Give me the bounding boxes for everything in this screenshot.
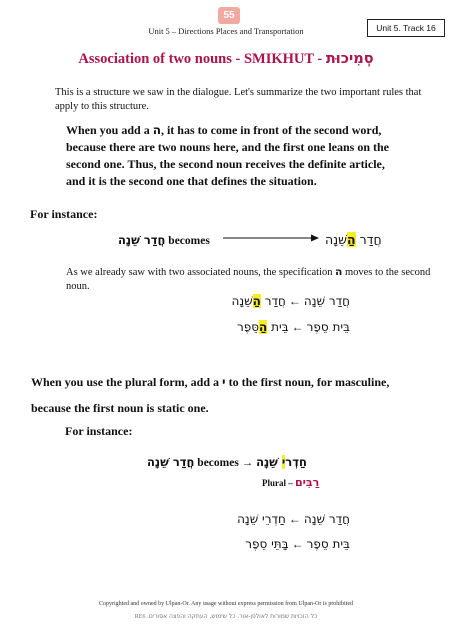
- result-first-word: חֲדַר: [355, 232, 382, 247]
- result-second-word: שֵּׁנָה: [325, 232, 348, 247]
- highlight-article: הַ: [347, 232, 356, 247]
- title-english: Association of two nouns - SMIKHUT -: [78, 51, 323, 67]
- example2-becomes: becomes: [197, 457, 239, 469]
- example1-becomes: becomes: [168, 235, 210, 247]
- page-title: [0, 51, 452, 68]
- rule1-letter: ה: [152, 123, 161, 137]
- page-number: 55: [218, 7, 240, 24]
- plural-example-row-2: [245, 537, 350, 552]
- rule1-text-after: , it has to come in front of the second word, because there are two nouns here, and the first one leans on the second one. Thus, the second noun receives the definite article, and it is the second one that defines the situation.: [66, 123, 389, 188]
- highlight-article: הַ: [252, 294, 261, 308]
- prow1-arrow: ←: [288, 512, 301, 526]
- highlight-yod: י: [281, 455, 286, 469]
- plural-dash: –: [288, 478, 293, 488]
- footer-code: RE6: [134, 614, 146, 620]
- row1-second: שֵּׁנָה: [231, 294, 253, 308]
- para2-text-after: moves to the second noun.: [66, 267, 431, 292]
- specification-paragraph: [66, 265, 436, 294]
- rule-plural: [31, 369, 426, 421]
- prow1-left: חֲדַר שֵׁנָה: [303, 512, 350, 526]
- prow1-right: חַדְרֵי שֵׁנָה: [237, 512, 286, 526]
- prow2-arrow: ←: [291, 537, 304, 551]
- example1-result-text: [325, 232, 382, 247]
- footer-hebrew-notice: כל הזכויות שמורות לאולפן-אור. כל שימוש, העתקה והפצה אסורים.: [146, 613, 318, 620]
- row2-right: [237, 320, 289, 334]
- rule-definite-article: [66, 122, 396, 190]
- row2-second: סֵּפֶר: [236, 320, 260, 334]
- row1-left: חֲדַר שֵׁנָה: [303, 294, 350, 308]
- highlight-article: הַ: [259, 320, 268, 334]
- plural-tag: [262, 476, 319, 489]
- row1-right: [231, 294, 285, 308]
- plural-text-before: When you use the plural form, add a: [31, 375, 223, 389]
- row2-arrow: ←: [291, 320, 304, 334]
- intro-paragraph: This is a structure we saw in the dialogue. Let's summarize the two important rules that apply to this structure.: [55, 87, 422, 112]
- prow2-left: בֵּית סֵפֶר: [306, 537, 350, 551]
- plural-word: רַבִּים: [295, 476, 320, 489]
- plural-letter: י: [222, 375, 226, 389]
- copyright-notice: Copyrighted and owned by Ulpan-Or. Any usage without express permission from Ulpan-Or is prohibited: [99, 601, 353, 607]
- running-head: Unit 5 – Directions Places and Transportation: [148, 26, 304, 36]
- row1-first: חֲדַר: [260, 294, 286, 308]
- result-first-word: חַדְר: [285, 455, 307, 469]
- for-instance-label-2: For instance:: [65, 424, 133, 438]
- example2-line: [147, 455, 307, 469]
- plural-example-row-1: [237, 512, 350, 527]
- for-instance-label-1: For instance:: [30, 207, 98, 221]
- example2-result: [256, 455, 307, 469]
- long-arrow-icon: [221, 205, 321, 265]
- title-hebrew: סְמִיכוּת: [325, 51, 374, 67]
- para2-letter: ה: [335, 266, 343, 278]
- example2-phrase: חֲדַר שֵׁנָה: [147, 455, 195, 469]
- plural-text-after: to the first noun, for masculine, because the first noun is static one.: [31, 375, 390, 415]
- prow2-right: בָּתֵּי סֵפֶר: [245, 537, 289, 551]
- track-label: Unit 5. Track 16: [367, 19, 445, 37]
- para2-text-before: As we already saw with two associated nouns, the specification: [66, 267, 336, 278]
- rule1-example-row-1: [231, 294, 350, 309]
- rule1-example-row-2: [237, 320, 350, 335]
- row2-left: בֵּית סֵפֶר: [306, 320, 350, 334]
- footer-hebrew-line: [0, 613, 452, 620]
- example1-result: [325, 232, 382, 248]
- result-second-word: שֵׁנָה: [256, 455, 282, 469]
- plural-label: Plural: [262, 478, 286, 488]
- row2-first: בֵּית: [267, 320, 289, 334]
- example1-phrase: חֲדַר שֵׁנָה: [118, 233, 166, 247]
- example1-source: [118, 233, 210, 247]
- rule1-text-before: When you add a: [66, 123, 153, 137]
- example2-arrow: →: [241, 457, 254, 469]
- row1-arrow: ←: [288, 294, 301, 308]
